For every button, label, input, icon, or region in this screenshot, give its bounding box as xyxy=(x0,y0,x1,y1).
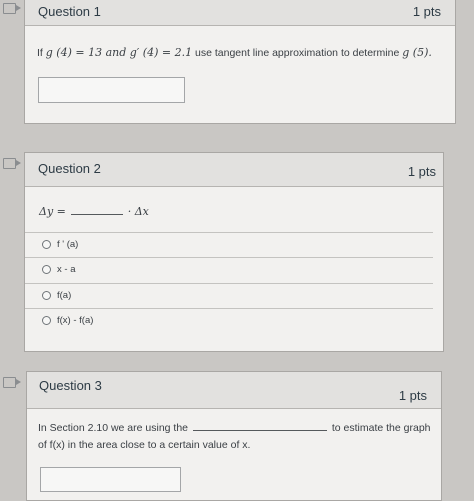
question-2-header xyxy=(25,153,443,187)
question-1-card xyxy=(24,0,456,124)
question-2-card xyxy=(24,152,444,352)
question-2-formula-left: Δy = xyxy=(39,205,66,218)
question-2-points: 1 pts xyxy=(407,164,436,179)
question-3-title: Question 3 xyxy=(39,378,102,393)
question-2-option-2[interactable] xyxy=(25,257,433,283)
question-1-answer-input[interactable] xyxy=(38,77,185,103)
question-3-header xyxy=(27,372,441,409)
question-1-text xyxy=(37,46,432,59)
question-1-points: 1 pts xyxy=(412,4,441,19)
question-3-blank xyxy=(193,430,327,431)
question-3-text-after: to estimate the graph xyxy=(331,422,431,434)
option-label: x - a xyxy=(57,264,76,275)
question-2-formula-right: · Δx xyxy=(127,205,149,218)
question-3-text-line-2: of f(x) in the area close to a certain value of x. xyxy=(38,439,251,451)
radio-button-icon[interactable] xyxy=(42,265,51,274)
question-3-answer-input[interactable] xyxy=(40,467,181,492)
question-2-option-3[interactable] xyxy=(25,283,433,309)
question-2-title: Question 2 xyxy=(38,161,101,176)
radio-button-icon[interactable] xyxy=(42,291,51,300)
option-label: f(x) - f(a) xyxy=(57,315,94,326)
flag-icon[interactable] xyxy=(3,3,16,14)
question-3-points: 1 pts xyxy=(398,388,427,403)
question-1-text-prefix: If xyxy=(37,47,43,59)
question-2-blank xyxy=(71,214,123,215)
question-1-text-middle: use tangent line approximation to determine xyxy=(195,47,400,59)
question-1-math-target: g (5). xyxy=(402,46,432,59)
question-1-title: Question 1 xyxy=(38,4,101,19)
question-2-formula xyxy=(39,205,149,218)
question-1-math-given: g (4) = 13 and g′ (4) = 2.1 xyxy=(45,46,193,59)
option-label: f ' (a) xyxy=(57,239,79,250)
question-1-header xyxy=(25,0,455,26)
question-2-option-4[interactable] xyxy=(25,308,433,334)
question-3-text-before: In Section 2.10 we are using the xyxy=(38,422,189,434)
flag-icon[interactable] xyxy=(3,158,16,169)
radio-button-icon[interactable] xyxy=(42,240,51,249)
flag-icon[interactable] xyxy=(3,377,16,388)
question-2-option-1[interactable] xyxy=(25,232,433,258)
question-3-text-line-1 xyxy=(38,422,431,434)
question-3-card xyxy=(26,371,442,501)
radio-button-icon[interactable] xyxy=(42,316,51,325)
option-label: f(a) xyxy=(57,290,72,301)
